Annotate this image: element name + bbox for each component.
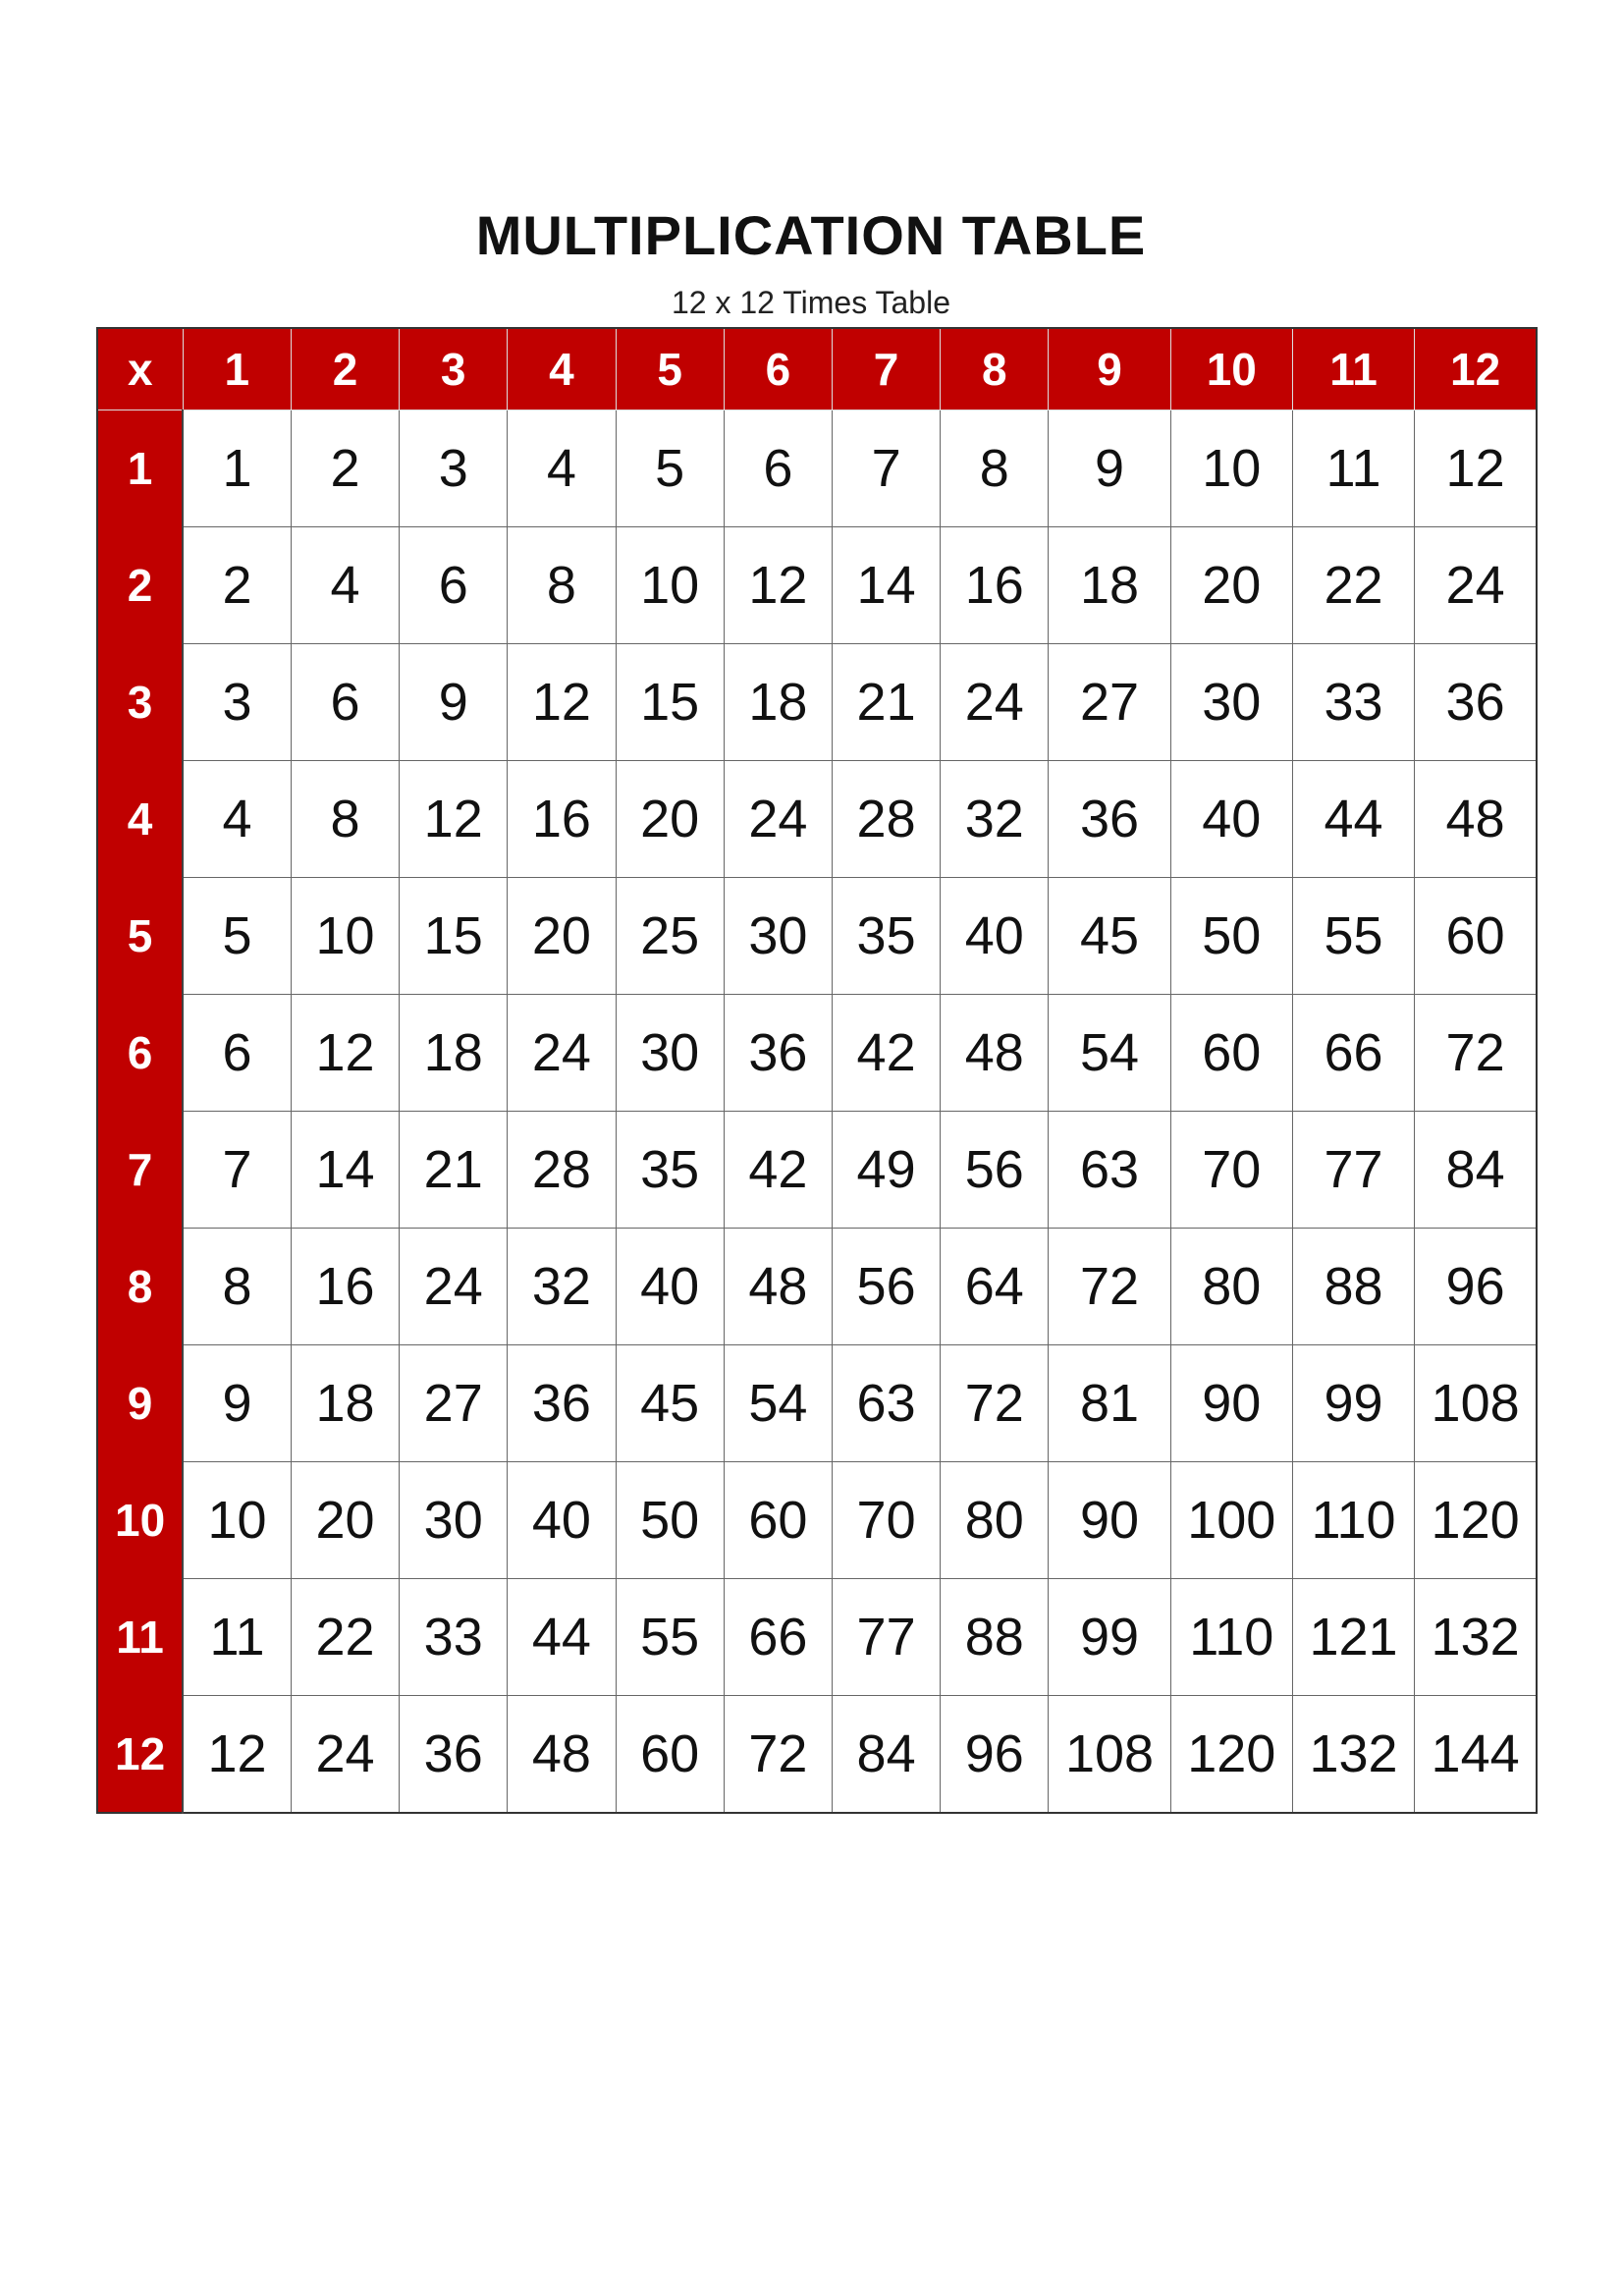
product-cell: 8 (508, 527, 616, 644)
product-cell: 108 (1415, 1345, 1537, 1462)
column-header: 4 (508, 328, 616, 410)
product-cell: 8 (183, 1229, 291, 1345)
product-cell: 12 (183, 1696, 291, 1814)
product-cell: 20 (508, 878, 616, 995)
table-row (97, 1696, 1537, 1814)
product-cell: 45 (1049, 878, 1170, 995)
product-cell: 80 (941, 1462, 1049, 1579)
product-cell: 81 (1049, 1345, 1170, 1462)
product-cell: 2 (291, 410, 399, 527)
row-header: 2 (97, 527, 183, 644)
column-header: 3 (400, 328, 508, 410)
table-row (97, 1112, 1537, 1229)
product-cell: 27 (400, 1345, 508, 1462)
row-header: 1 (97, 410, 183, 527)
product-cell: 50 (616, 1462, 724, 1579)
product-cell: 14 (291, 1112, 399, 1229)
product-cell: 18 (400, 995, 508, 1112)
product-cell: 12 (724, 527, 832, 644)
product-cell: 88 (1292, 1229, 1414, 1345)
product-cell: 15 (616, 644, 724, 761)
product-cell: 60 (724, 1462, 832, 1579)
product-cell: 56 (832, 1229, 940, 1345)
column-header: 1 (183, 328, 291, 410)
product-cell: 20 (1170, 527, 1292, 644)
product-cell: 8 (941, 410, 1049, 527)
table-row (97, 527, 1537, 644)
product-cell: 10 (1170, 410, 1292, 527)
product-cell: 35 (616, 1112, 724, 1229)
product-cell: 60 (1415, 878, 1537, 995)
product-cell: 2 (183, 527, 291, 644)
product-cell: 40 (616, 1229, 724, 1345)
product-cell: 12 (291, 995, 399, 1112)
product-cell: 16 (941, 527, 1049, 644)
column-header: 9 (1049, 328, 1170, 410)
product-cell: 48 (1415, 761, 1537, 878)
product-cell: 100 (1170, 1462, 1292, 1579)
row-header: 11 (97, 1579, 183, 1696)
product-cell: 80 (1170, 1229, 1292, 1345)
product-cell: 11 (183, 1579, 291, 1696)
product-cell: 22 (291, 1579, 399, 1696)
corner-cell: x (97, 328, 183, 410)
table-row (97, 1229, 1537, 1345)
product-cell: 132 (1415, 1579, 1537, 1696)
product-cell: 12 (400, 761, 508, 878)
product-cell: 27 (1049, 644, 1170, 761)
product-cell: 12 (1415, 410, 1537, 527)
product-cell: 32 (508, 1229, 616, 1345)
product-cell: 72 (1415, 995, 1537, 1112)
product-cell: 84 (832, 1696, 940, 1814)
product-cell: 36 (1049, 761, 1170, 878)
product-cell: 99 (1049, 1579, 1170, 1696)
row-header: 6 (97, 995, 183, 1112)
product-cell: 18 (724, 644, 832, 761)
product-cell: 4 (183, 761, 291, 878)
page-subtitle: 12 x 12 Times Table (671, 285, 950, 320)
product-cell: 36 (1415, 644, 1537, 761)
product-cell: 48 (941, 995, 1049, 1112)
product-cell: 66 (724, 1579, 832, 1696)
product-cell: 36 (508, 1345, 616, 1462)
product-cell: 6 (183, 995, 291, 1112)
product-cell: 20 (291, 1462, 399, 1579)
product-cell: 24 (1415, 527, 1537, 644)
product-cell: 32 (941, 761, 1049, 878)
product-cell: 6 (400, 527, 508, 644)
column-header: 7 (832, 328, 940, 410)
table-row (97, 644, 1537, 761)
product-cell: 90 (1049, 1462, 1170, 1579)
product-cell: 55 (1292, 878, 1414, 995)
product-cell: 120 (1415, 1462, 1537, 1579)
product-cell: 10 (183, 1462, 291, 1579)
product-cell: 12 (508, 644, 616, 761)
product-cell: 25 (616, 878, 724, 995)
product-cell: 121 (1292, 1579, 1414, 1696)
table-row (97, 995, 1537, 1112)
row-header: 5 (97, 878, 183, 995)
table-row (97, 410, 1537, 527)
product-cell: 54 (724, 1345, 832, 1462)
row-header: 10 (97, 1462, 183, 1579)
row-header: 4 (97, 761, 183, 878)
product-cell: 36 (400, 1696, 508, 1814)
product-cell: 14 (832, 527, 940, 644)
product-cell: 4 (291, 527, 399, 644)
product-cell: 18 (1049, 527, 1170, 644)
product-cell: 33 (1292, 644, 1414, 761)
product-cell: 110 (1292, 1462, 1414, 1579)
product-cell: 99 (1292, 1345, 1414, 1462)
product-cell: 144 (1415, 1696, 1537, 1814)
product-cell: 54 (1049, 995, 1170, 1112)
product-cell: 22 (1292, 527, 1414, 644)
product-cell: 28 (508, 1112, 616, 1229)
product-cell: 36 (724, 995, 832, 1112)
product-cell: 64 (941, 1229, 1049, 1345)
table-body (97, 410, 1537, 1814)
product-cell: 56 (941, 1112, 1049, 1229)
product-cell: 96 (1415, 1229, 1537, 1345)
column-header: 5 (616, 328, 724, 410)
column-header: 2 (291, 328, 399, 410)
row-header: 7 (97, 1112, 183, 1229)
product-cell: 70 (1170, 1112, 1292, 1229)
product-cell: 120 (1170, 1696, 1292, 1814)
product-cell: 48 (724, 1229, 832, 1345)
product-cell: 44 (508, 1579, 616, 1696)
row-header: 8 (97, 1229, 183, 1345)
product-cell: 9 (1049, 410, 1170, 527)
product-cell: 3 (400, 410, 508, 527)
product-cell: 20 (616, 761, 724, 878)
product-cell: 40 (1170, 761, 1292, 878)
product-cell: 15 (400, 878, 508, 995)
product-cell: 84 (1415, 1112, 1537, 1229)
product-cell: 96 (941, 1696, 1049, 1814)
column-header: 12 (1415, 328, 1537, 410)
product-cell: 16 (291, 1229, 399, 1345)
product-cell: 110 (1170, 1579, 1292, 1696)
product-cell: 7 (183, 1112, 291, 1229)
product-cell: 42 (724, 1112, 832, 1229)
product-cell: 16 (508, 761, 616, 878)
row-header: 3 (97, 644, 183, 761)
product-cell: 9 (183, 1345, 291, 1462)
product-cell: 21 (832, 644, 940, 761)
product-cell: 28 (832, 761, 940, 878)
product-cell: 30 (724, 878, 832, 995)
row-header: 12 (97, 1696, 183, 1814)
table-row (97, 1462, 1537, 1579)
product-cell: 10 (616, 527, 724, 644)
product-cell: 30 (616, 995, 724, 1112)
product-cell: 6 (724, 410, 832, 527)
product-cell: 108 (1049, 1696, 1170, 1814)
product-cell: 63 (832, 1345, 940, 1462)
product-cell: 50 (1170, 878, 1292, 995)
product-cell: 44 (1292, 761, 1414, 878)
table-row (97, 1345, 1537, 1462)
product-cell: 60 (1170, 995, 1292, 1112)
product-cell: 42 (832, 995, 940, 1112)
product-cell: 24 (400, 1229, 508, 1345)
product-cell: 5 (183, 878, 291, 995)
page-title: MULTIPLICATION TABLE (475, 204, 1147, 266)
table-row (97, 878, 1537, 995)
product-cell: 1 (183, 410, 291, 527)
product-cell: 35 (832, 878, 940, 995)
product-cell: 49 (832, 1112, 940, 1229)
product-cell: 72 (941, 1345, 1049, 1462)
product-cell: 40 (941, 878, 1049, 995)
product-cell: 18 (291, 1345, 399, 1462)
product-cell: 40 (508, 1462, 616, 1579)
product-cell: 60 (616, 1696, 724, 1814)
product-cell: 70 (832, 1462, 940, 1579)
product-cell: 77 (832, 1579, 940, 1696)
product-cell: 88 (941, 1579, 1049, 1696)
product-cell: 66 (1292, 995, 1414, 1112)
product-cell: 72 (724, 1696, 832, 1814)
product-cell: 24 (508, 995, 616, 1112)
multiplication-table (96, 327, 1538, 1814)
table-row (97, 761, 1537, 878)
product-cell: 72 (1049, 1229, 1170, 1345)
product-cell: 33 (400, 1579, 508, 1696)
product-cell: 63 (1049, 1112, 1170, 1229)
table-row (97, 1579, 1537, 1696)
column-header-row (97, 328, 1537, 410)
product-cell: 10 (291, 878, 399, 995)
product-cell: 3 (183, 644, 291, 761)
product-cell: 90 (1170, 1345, 1292, 1462)
product-cell: 24 (941, 644, 1049, 761)
column-header: 11 (1292, 328, 1414, 410)
product-cell: 4 (508, 410, 616, 527)
column-header: 6 (724, 328, 832, 410)
product-cell: 5 (616, 410, 724, 527)
product-cell: 48 (508, 1696, 616, 1814)
product-cell: 24 (724, 761, 832, 878)
product-cell: 132 (1292, 1696, 1414, 1814)
product-cell: 6 (291, 644, 399, 761)
product-cell: 7 (832, 410, 940, 527)
product-cell: 77 (1292, 1112, 1414, 1229)
product-cell: 55 (616, 1579, 724, 1696)
product-cell: 45 (616, 1345, 724, 1462)
row-header: 9 (97, 1345, 183, 1462)
product-cell: 11 (1292, 410, 1414, 527)
column-header: 8 (941, 328, 1049, 410)
product-cell: 9 (400, 644, 508, 761)
product-cell: 30 (400, 1462, 508, 1579)
product-cell: 24 (291, 1696, 399, 1814)
product-cell: 8 (291, 761, 399, 878)
product-cell: 21 (400, 1112, 508, 1229)
product-cell: 30 (1170, 644, 1292, 761)
column-header: 10 (1170, 328, 1292, 410)
